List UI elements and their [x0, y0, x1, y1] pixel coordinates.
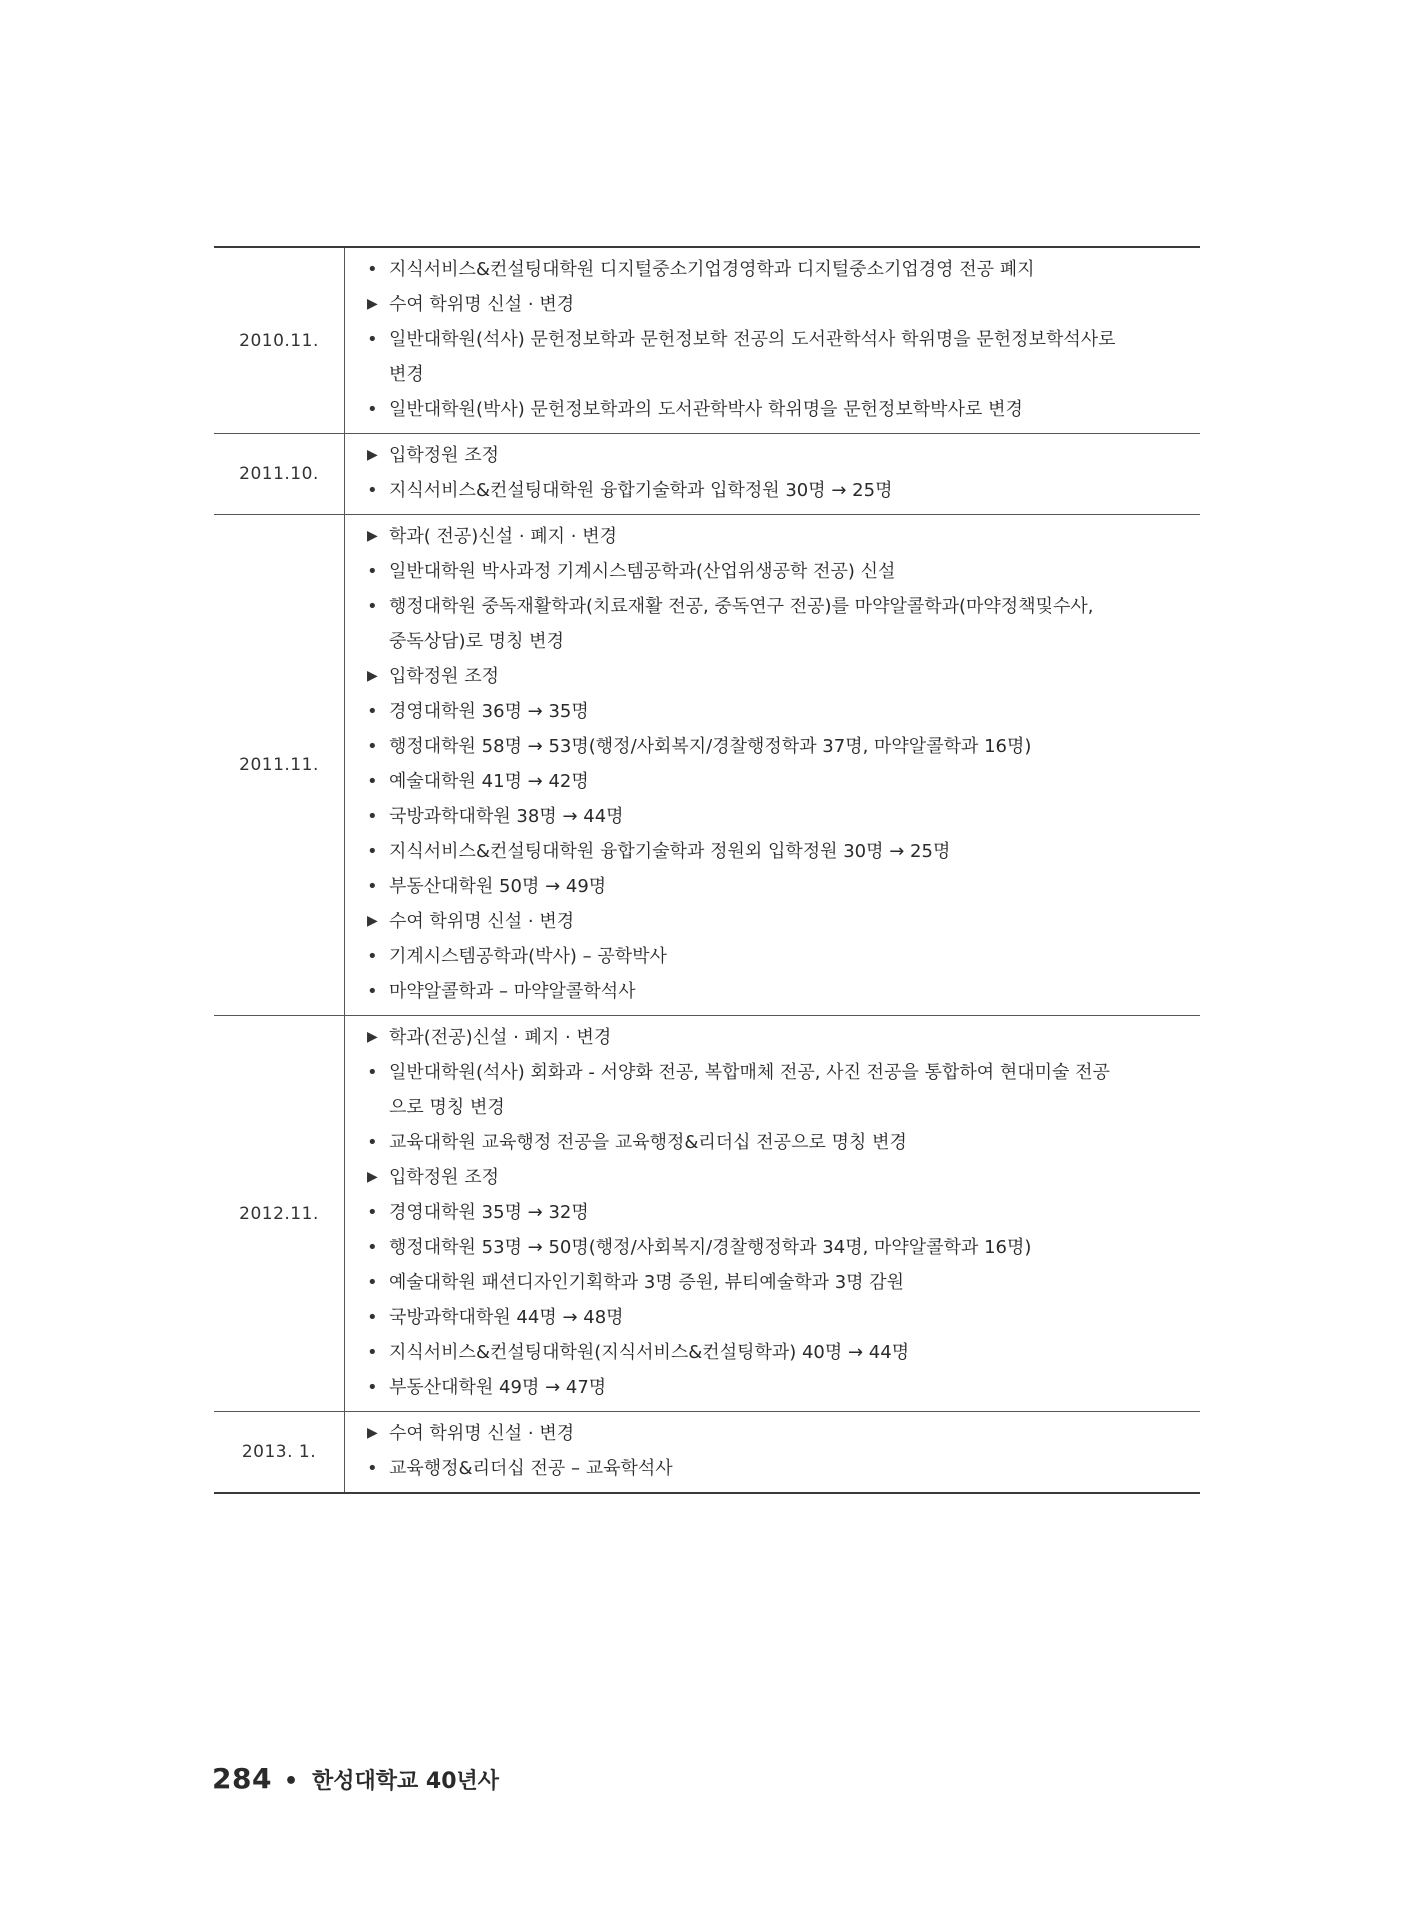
footer-separator: •: [283, 1769, 299, 1794]
bullet-icon: •: [367, 259, 378, 280]
section-heading: [367, 1020, 1180, 1055]
bullet-icon: •: [367, 876, 378, 897]
bullet-icon: •: [367, 771, 378, 792]
triangle-marker-icon: ▶: [367, 913, 378, 929]
line-text: 수여 학위명 신설 · 변경: [389, 1423, 575, 1444]
list-item: [367, 1125, 1180, 1160]
section-heading: [367, 659, 1180, 694]
line-text: 부동산대학원 49명 → 47명: [389, 1377, 607, 1398]
line-text: 경영대학원 36명 → 35명: [389, 701, 589, 722]
content-cell: [345, 434, 1200, 514]
triangle-marker-icon: ▶: [367, 1169, 378, 1185]
triangle-marker-icon: ▶: [367, 1425, 378, 1441]
line-text: 예술대학원 41명 → 42명: [389, 771, 589, 792]
section-heading: [367, 1160, 1180, 1195]
content-cell: [345, 1016, 1200, 1411]
bullet-icon: •: [367, 701, 378, 722]
bullet-icon: •: [367, 1237, 378, 1258]
date-cell: 2013. 1.: [214, 1412, 345, 1492]
list-item: [367, 473, 1180, 508]
table-row: [214, 1016, 1200, 1412]
list-item: [367, 1195, 1180, 1230]
bullet-icon: •: [367, 1307, 378, 1328]
bullet-icon: •: [367, 841, 378, 862]
list-item: [367, 764, 1180, 799]
section-heading: [367, 904, 1180, 939]
content-cell: [345, 1412, 1200, 1492]
table-row: [214, 248, 1200, 434]
page-footer: [212, 1762, 499, 1795]
bullet-icon: •: [367, 1458, 378, 1479]
line-text: 지식서비스&컨설팅대학원(지식서비스&컨설팅학과) 40명 → 44명: [389, 1342, 910, 1363]
content-cell: [345, 248, 1200, 433]
line-text: 국방과학대학원 44명 → 48명: [389, 1307, 624, 1328]
line-text: 국방과학대학원 38명 → 44명: [389, 806, 624, 827]
line-text: 일반대학원 박사과정 기계시스템공학과(산업위생공학 전공) 신설: [389, 561, 896, 582]
bullet-icon: •: [367, 480, 378, 501]
page-number: 284: [212, 1762, 272, 1795]
triangle-marker-icon: ▶: [367, 528, 378, 544]
list-item: [367, 1055, 1180, 1090]
bullet-icon: •: [367, 1132, 378, 1153]
list-item: [367, 1451, 1180, 1486]
date-cell: 2011.11.: [214, 515, 345, 1015]
list-item: [367, 1230, 1180, 1265]
triangle-marker-icon: ▶: [367, 1029, 378, 1045]
line-text: 으로 명칭 변경: [389, 1097, 505, 1118]
bullet-icon: •: [367, 1377, 378, 1398]
line-text: 예술대학원 패션디자인기획학과 3명 증원, 뷰티예술학과 3명 감원: [389, 1272, 905, 1293]
list-item: [367, 1335, 1180, 1370]
list-item: [367, 869, 1180, 904]
date-cell: 2011.10.: [214, 434, 345, 514]
section-heading: [367, 519, 1180, 554]
bullet-icon: •: [367, 946, 378, 967]
bullet-icon: •: [367, 399, 378, 420]
bullet-icon: •: [367, 1062, 378, 1083]
list-item: [367, 799, 1180, 834]
line-text: 행정대학원 중독재활학과(치료재활 전공, 중독연구 전공)를 마약알콜학과(마약정책및수사,: [389, 596, 1094, 617]
list-item: [367, 694, 1180, 729]
content-cell: [345, 515, 1200, 1015]
line-text: 교육대학원 교육행정 전공을 교육행정&리더십 전공으로 명칭 변경: [389, 1132, 907, 1153]
triangle-marker-icon: ▶: [367, 296, 378, 312]
line-text: 학과(전공)신설 · 폐지 · 변경: [389, 1027, 612, 1048]
triangle-marker-icon: ▶: [367, 447, 378, 463]
line-text: 지식서비스&컨설팅대학원 융합기술학과 정원외 입학정원 30명 → 25명: [389, 841, 951, 862]
line-text: 행정대학원 53명 → 50명(행정/사회복지/경찰행정학과 34명, 마약알콜학과 16명): [389, 1237, 1032, 1258]
list-item: [367, 589, 1180, 624]
list-item: [367, 1090, 1180, 1125]
date-cell: 2010.11.: [214, 248, 345, 433]
list-item: [367, 322, 1180, 357]
bullet-icon: •: [367, 561, 378, 582]
bullet-icon: •: [367, 1272, 378, 1293]
line-text: 지식서비스&컨설팅대학원 디지털중소기업경영학과 디지털중소기업경영 전공 폐지: [389, 259, 1035, 280]
line-text: 행정대학원 58명 → 53명(행정/사회복지/경찰행정학과 37명, 마약알콜학과 16명): [389, 736, 1032, 757]
history-table: [214, 246, 1200, 1494]
list-item: [367, 392, 1180, 427]
table-row: [214, 515, 1200, 1016]
table-row: [214, 1412, 1200, 1494]
bullet-icon: •: [367, 329, 378, 350]
date-cell: 2012.11.: [214, 1016, 345, 1411]
bullet-icon: •: [367, 981, 378, 1002]
line-text: 경영대학원 35명 → 32명: [389, 1202, 589, 1223]
line-text: 부동산대학원 50명 → 49명: [389, 876, 607, 897]
bullet-icon: •: [367, 596, 378, 617]
line-text: 일반대학원(석사) 회화과 - 서양화 전공, 복합매체 전공, 사진 전공을 통합하여 현대미술 전공: [389, 1062, 1110, 1083]
list-item: [367, 1370, 1180, 1405]
line-text: 중독상담)로 명칭 변경: [389, 631, 564, 652]
triangle-marker-icon: ▶: [367, 668, 378, 684]
section-heading: [367, 1416, 1180, 1451]
list-item: [367, 834, 1180, 869]
list-item: [367, 554, 1180, 589]
book-title: 한성대학교 40년사: [312, 1769, 500, 1794]
list-item: [367, 624, 1180, 659]
section-heading: [367, 438, 1180, 473]
table-row: [214, 434, 1200, 515]
list-item: [367, 974, 1180, 1009]
line-text: 입학정원 조정: [389, 445, 500, 466]
bullet-icon: •: [367, 736, 378, 757]
bullet-icon: •: [367, 1342, 378, 1363]
section-heading: [367, 287, 1180, 322]
line-text: 마약알콜학과 – 마약알콜학석사: [389, 981, 636, 1002]
list-item: [367, 1265, 1180, 1300]
line-text: 입학정원 조정: [389, 666, 500, 687]
line-text: 수여 학위명 신설 · 변경: [389, 294, 575, 315]
list-item: [367, 729, 1180, 764]
line-text: 일반대학원(석사) 문헌정보학과 문헌정보학 전공의 도서관학석사 학위명을 문헌정보학석사로: [389, 329, 1116, 350]
line-text: 학과( 전공)신설 · 폐지 · 변경: [389, 526, 617, 547]
bullet-icon: •: [367, 1202, 378, 1223]
list-item: [367, 939, 1180, 974]
line-text: 교육행정&리더십 전공 – 교육학석사: [389, 1458, 673, 1479]
list-item: [367, 1300, 1180, 1335]
line-text: 지식서비스&컨설팅대학원 융합기술학과 입학정원 30명 → 25명: [389, 480, 893, 501]
bullet-icon: •: [367, 806, 378, 827]
list-item: [367, 252, 1180, 287]
list-item: [367, 357, 1180, 392]
line-text: 일반대학원(박사) 문헌정보학과의 도서관학박사 학위명을 문헌정보학박사로 변경: [389, 399, 1023, 420]
line-text: 기계시스템공학과(박사) – 공학박사: [389, 946, 667, 967]
line-text: 입학정원 조정: [389, 1167, 500, 1188]
line-text: 변경: [389, 364, 424, 385]
line-text: 수여 학위명 신설 · 변경: [389, 911, 575, 932]
